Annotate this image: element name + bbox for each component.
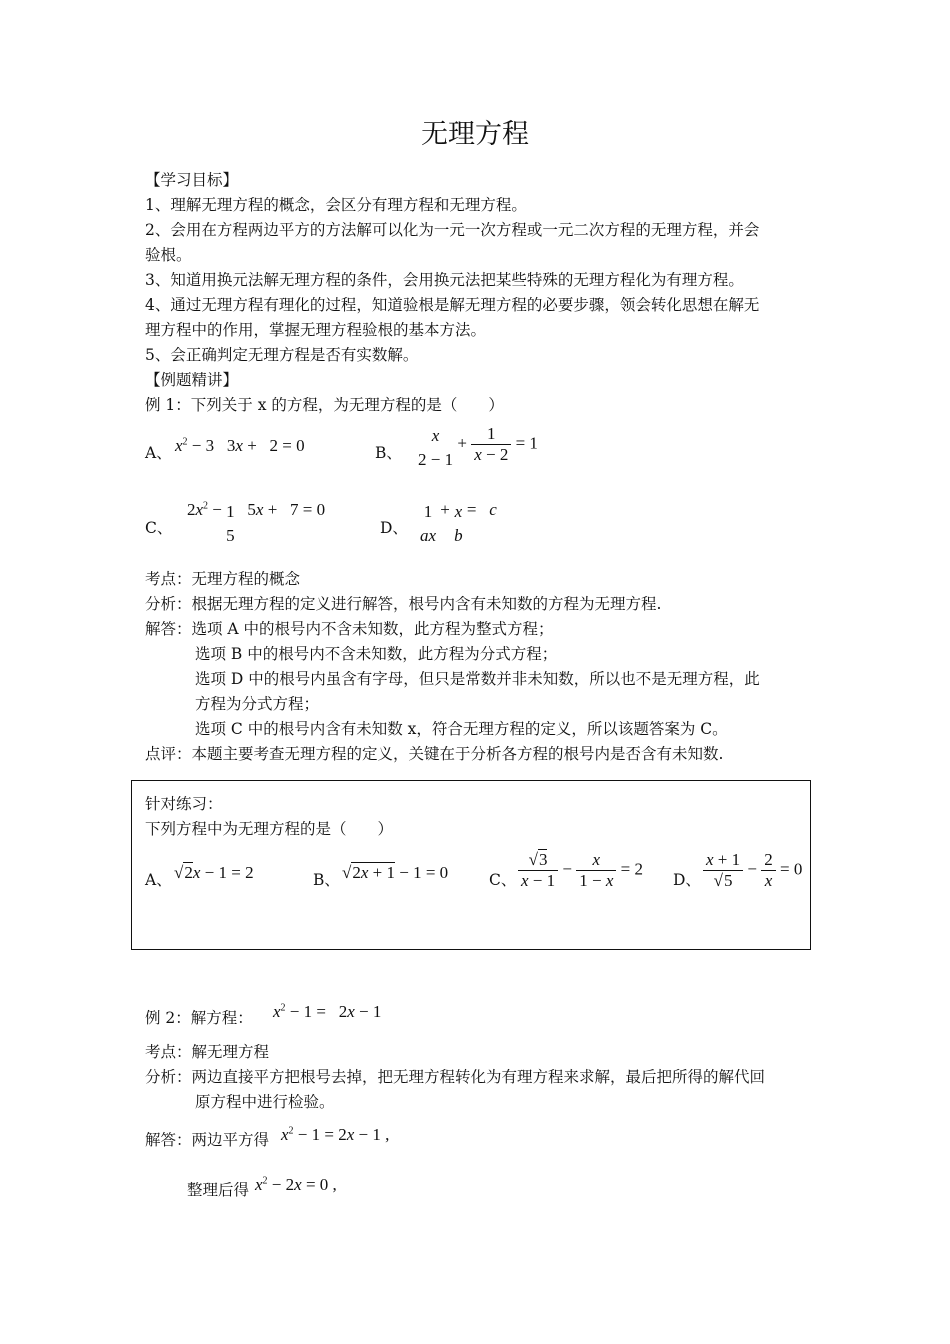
ex1-jieda-4: 方程为分式方程；	[195, 695, 320, 713]
ex1-option-d-label: D、	[380, 519, 408, 537]
ex1-kaodian: 考点：无理方程的概念	[145, 570, 301, 588]
objectives-heading: 【学习目标】	[145, 171, 239, 189]
ex1-option-a-equation: $x^2 - 3$ 3x + 2 = 0	[175, 436, 305, 455]
ex1-jieda-2: 选项 B 中的根号内不含未知数，此方程为分式方程；	[195, 645, 558, 663]
practice-option-c-label: C、	[489, 871, 517, 889]
practice-question: 下列方程中为无理方程的是（ ）	[145, 820, 394, 838]
objective-2-cont: 验根。	[145, 246, 192, 264]
ex2-jieda-1: 解答：两边平方得	[145, 1131, 270, 1149]
page-title: 无理方程	[421, 119, 529, 150]
practice-option-b-label: B、	[313, 871, 340, 889]
ex1-option-b-label: B、	[375, 444, 402, 462]
practice-option-a-label: A、	[145, 871, 172, 889]
ex1-option-a-label: A、	[145, 444, 172, 462]
ex2-fenxi-2: 原方程中进行检验。	[195, 1093, 335, 1111]
ex1-jieda-1: 解答：选项 A 中的根号内不含未知数，此方程为整式方程；	[145, 620, 554, 638]
examples-heading: 【例题精讲】	[145, 371, 239, 389]
ex2-label: 例 2：解方程：	[145, 1009, 253, 1027]
example1-question: 例 1：下列关于 x 的方程，为无理方程的是（ ）	[145, 396, 504, 414]
ex2-jieda-1-equation: $x^2 - 1 = 2x - 1$ ,	[281, 1125, 390, 1144]
objective-4-cont: 理方程中的作用，掌握无理方程验根的基本方法。	[145, 321, 487, 339]
ex2-equation: $x^2 - 1 = 2x - 1$	[273, 1002, 382, 1021]
ex1-fenxi: 分析：根据无理方程的定义进行解答，根号内含有未知数的方程为无理方程.	[145, 595, 662, 613]
practice-option-c-equation: $\frac{√3}{x - 1}$ − $\frac{x}{1 - x}$ = 2	[518, 850, 643, 891]
ex1-dianping: 点评：本题主要考查无理方程的定义，关键在于分析各方程的根号内是否含有未知数.	[145, 745, 724, 763]
ex1-option-c-label: C、	[145, 519, 173, 537]
practice-option-b-equation: √2x + 1 − 1 = 0	[342, 863, 449, 882]
ex1-option-d-equation: 1 ax + x b = c	[420, 500, 497, 545]
ex1-option-c-equation: $2x^2$ − 1 5 5x + 7 = 0	[187, 500, 326, 545]
ex2-kaodian: 考点：解无理方程	[145, 1043, 270, 1061]
objective-1: 1、理解无理方程的概念，会区分有理方程和无理方程。	[145, 196, 527, 214]
ex2-jieda-2: 整理后得	[187, 1181, 250, 1199]
ex1-jieda-3: 选项 D 中的根号内虽含有字母，但只是常数并非未知数，所以也不是无理方程，此	[195, 670, 760, 688]
objective-4: 4、通过无理方程有理化的过程，知道验根是解无理方程的必要步骤，领会转化思想在解无	[145, 296, 760, 314]
practice-option-d-equation: $\frac{x + 1}{√5}$ − $\frac{2}{x}$ = 0	[703, 850, 802, 891]
objective-5: 5、会正确判定无理方程是否有实数解。	[145, 346, 419, 364]
objective-3: 3、知道用换元法解无理方程的条件，会用换元法把某些特殊的无理方程化为有理方程。	[145, 271, 744, 289]
ex1-jieda-5: 选项 C 中的根号内含有未知数 x，符合无理方程的定义，所以该题答案为 C。	[195, 720, 728, 738]
ex2-jieda-2-equation: $x^2 - 2x = 0$ ,	[255, 1175, 337, 1194]
ex1-option-b-equation: x 2 − 1 + $\frac{1}{x - 2}$ = 1	[418, 424, 538, 469]
practice-option-a-equation: √2x − 1 = 2	[174, 863, 254, 882]
practice-heading: 针对练习：	[145, 795, 223, 813]
practice-option-d-label: D、	[673, 871, 701, 889]
objective-2: 2、会用在方程两边平方的方法解可以化为一元一次方程或一元二次方程的无理方程，并会	[145, 221, 760, 239]
ex2-fenxi-1: 分析：两边直接平方把根号去掉，把无理方程转化为有理方程来求解，最后把所得的解代回	[145, 1068, 766, 1086]
